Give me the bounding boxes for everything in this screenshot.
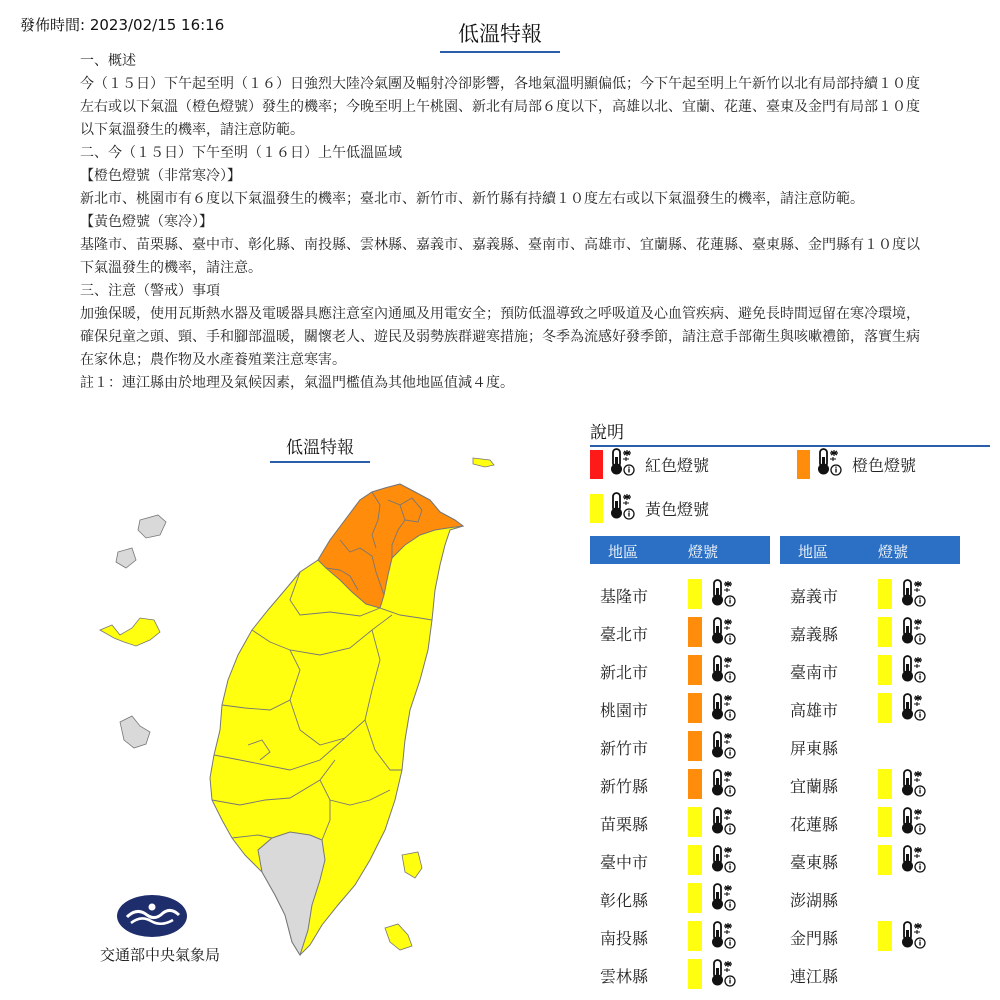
region-name: 基隆市 (600, 587, 649, 606)
thermometer-cold-icon (710, 616, 738, 650)
region-name: 苗栗縣 (600, 815, 649, 834)
table-row (590, 691, 770, 723)
region-name: 彰化縣 (600, 891, 649, 910)
green-island (402, 852, 422, 878)
signal-bar-orange (688, 731, 702, 761)
taiwan-map (95, 450, 495, 960)
signal-bar-yellow (688, 883, 702, 913)
paragraph: 今（１５日）下午起至明（１６）日強烈大陸冷氣團及輻射冷卻影響，各地氣溫明顯偏低；今下午起至明上午新竹以北有局部持續１０度左右或以下氣溫（橙色燈號）發生的機率；今晚至明上午桃園、新北有局部６度以下，高雄以北、宜蘭、花蓮、臺東及金門有局部１０度以下氣溫發生的機率，請注意防範。 (80, 76, 920, 138)
legend-item-orange (797, 449, 916, 479)
region-name: 臺北市 (600, 625, 649, 644)
cwa-logo (115, 893, 189, 939)
paragraph: 新北市、桃園市有６度以下氣溫發生的機率；臺北市、新竹市、新竹縣有持續１０度左右或以下氣溫發生的機率，請注意防範。 (80, 191, 864, 207)
region-name: 臺南市 (790, 663, 839, 682)
signal-bar-yellow (688, 845, 702, 875)
region-name: 雲林縣 (600, 967, 649, 986)
table-row (780, 767, 960, 799)
thermometer-cold-icon (710, 882, 738, 916)
table-row (780, 577, 960, 609)
section-heading: 三、注意（警戒）事項 (80, 283, 220, 299)
region-name: 臺東縣 (790, 853, 839, 872)
region-name: 新竹市 (600, 739, 649, 758)
table-row (590, 615, 770, 647)
map-title: 低溫特報 (270, 433, 370, 463)
signal-bar-orange (688, 693, 702, 723)
signal-bar-yellow (688, 579, 702, 609)
region-name: 金門縣 (790, 929, 839, 948)
penghu (120, 716, 150, 748)
signal-bar-orange (688, 617, 702, 647)
thermometer-cold-icon (710, 806, 738, 840)
region-name: 南投縣 (600, 929, 649, 948)
signal-bar-yellow (878, 655, 892, 685)
thermometer-cold-icon (710, 578, 738, 612)
region-name: 桃園市 (600, 701, 649, 720)
signal-bar-yellow (878, 807, 892, 837)
signal-bar-yellow (688, 921, 702, 951)
table-row (590, 957, 770, 989)
thermometer-cold-icon (816, 447, 844, 481)
table-row (590, 729, 770, 761)
thermometer-cold-icon (900, 920, 928, 954)
thermometer-cold-icon (710, 958, 738, 992)
legend-swatch-yellow (590, 494, 603, 523)
table-row (780, 843, 960, 875)
region-name: 新竹縣 (600, 777, 649, 796)
paragraph: 【黃色燈號（寒冷）】 (80, 214, 213, 230)
island-pengjia (473, 458, 494, 467)
col-region: 地區 (798, 543, 829, 561)
region-name: 高雄市 (790, 701, 839, 720)
signal-bar-yellow (878, 617, 892, 647)
table-row (590, 767, 770, 799)
region-name: 臺中市 (600, 853, 649, 872)
signal-bar-yellow (878, 845, 892, 875)
table-row (590, 919, 770, 951)
table-row (780, 691, 960, 723)
table-row (780, 729, 960, 761)
thermometer-cold-icon (710, 730, 738, 764)
signal-bar-yellow (878, 769, 892, 799)
table-row (780, 805, 960, 837)
island-matsu-2 (116, 548, 136, 568)
legend-swatch-red (590, 450, 603, 479)
thermometer-cold-icon (609, 447, 637, 481)
signal-bar-orange (688, 655, 702, 685)
orchid-island (385, 924, 412, 950)
table-row (780, 919, 960, 951)
signal-bar-yellow (878, 921, 892, 951)
signal-bar-orange (688, 769, 702, 799)
table-row (590, 577, 770, 609)
thermometer-cold-icon (900, 578, 928, 612)
legend-label: 紅色燈號 (645, 455, 710, 475)
legend-label: 橙色燈號 (852, 455, 917, 475)
region-name: 連江縣 (790, 967, 839, 986)
section-heading: 一、概述 (80, 53, 136, 69)
region-name: 屏東縣 (790, 739, 839, 758)
thermometer-cold-icon (900, 844, 928, 878)
legend-item-red (590, 449, 709, 479)
kinmen (100, 618, 160, 646)
paragraph: 基隆市、苗栗縣、臺中市、彰化縣、南投縣、雲林縣、嘉義市、嘉義縣、臺南市、高雄市、宜蘭縣、花蓮縣、臺東縣、金門縣有１０度以下氣溫發生的機率，請注意。 (80, 237, 920, 276)
table-row (780, 957, 960, 989)
paragraph: 加強保暖，使用瓦斯熱水器及電暖器具應注意室內通風及用電安全；預防低溫導致之呼吸道及心血管疾病、避免長時間逗留在寒冷環境，確保兒童之頭、頸、手和腳部溫暖，關懷老人、遊民及弱勢族群避寒措施；冬季為流感好發季節，請注意手部衛生與咳嗽禮節，落實生病在家休息；農作物及水產養殖業注意寒害。 (80, 306, 920, 368)
region-name: 宜蘭縣 (790, 777, 839, 796)
thermometer-cold-icon (900, 806, 928, 840)
table-row (590, 843, 770, 875)
bulletin-text (80, 50, 930, 395)
table-header-right (780, 536, 960, 564)
signal-bar-yellow (688, 807, 702, 837)
col-signal: 燈號 (688, 543, 719, 561)
signal-bar-yellow (878, 579, 892, 609)
table-header-left (590, 536, 770, 564)
island-matsu-1 (138, 515, 166, 538)
note: 註１：連江縣由於地理及氣候因素，氣溫門檻值為其他地區值減４度。 (80, 375, 514, 391)
thermometer-cold-icon (900, 768, 928, 802)
table-row (590, 881, 770, 913)
region-name: 嘉義市 (790, 587, 839, 606)
region-name: 花蓮縣 (790, 815, 839, 834)
thermometer-cold-icon (900, 692, 928, 726)
page-title: 低溫特報 (440, 18, 560, 53)
legend-label: 黃色燈號 (645, 499, 710, 519)
section-heading: 二、今（１５日）下午至明（１６日）上午低溫區域 (80, 145, 402, 161)
table-row (780, 653, 960, 685)
agency-name: 交通部中央氣象局 (99, 946, 220, 964)
legend-title: 說明 (590, 418, 990, 447)
thermometer-cold-icon (710, 692, 738, 726)
thermometer-cold-icon (710, 768, 738, 802)
thermometer-cold-icon (900, 654, 928, 688)
col-signal: 燈號 (878, 543, 909, 561)
thermometer-cold-icon (710, 844, 738, 878)
legend-swatch-orange (797, 450, 810, 479)
signal-bar-yellow (878, 693, 892, 723)
thermometer-cold-icon (900, 616, 928, 650)
region-name: 澎湖縣 (790, 891, 839, 910)
thermometer-cold-icon (609, 491, 637, 525)
table-row (590, 805, 770, 837)
thermometer-cold-icon (710, 654, 738, 688)
table-row (780, 881, 960, 913)
table-row (780, 615, 960, 647)
legend-item-yellow (590, 493, 709, 523)
paragraph: 【橙色燈號（非常寒冷）】 (80, 168, 241, 184)
signal-bar-yellow (688, 959, 702, 989)
table-row (590, 653, 770, 685)
region-name: 新北市 (600, 663, 649, 682)
thermometer-cold-icon (710, 920, 738, 954)
region-name: 嘉義縣 (790, 625, 839, 644)
col-region: 地區 (608, 543, 639, 561)
issue-time: 發佈時間: 2023/02/15 16:16 (20, 16, 225, 34)
